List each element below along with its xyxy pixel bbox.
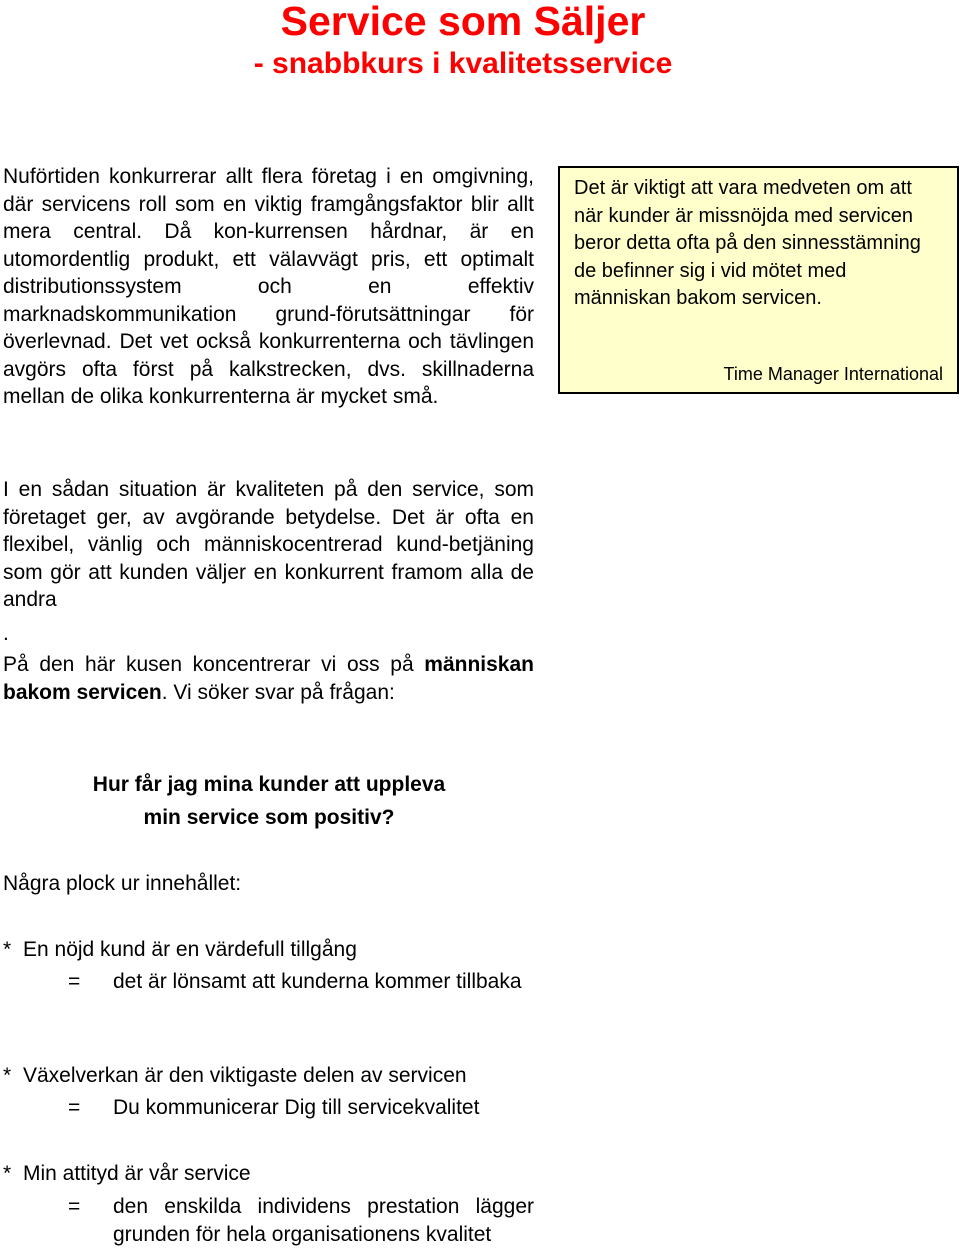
focus-paragraph bbox=[3, 651, 534, 706]
intro-paragraph: Nuförtiden konkurrerar allt flera företag i en omgivning, där servicens roll som en viktig framgångsfaktor blir allt mera central. Då kon-kurrensen hårdnar, är en utomordentlig produkt, ett välavvägt pris, ett optimalt distributionssystem och en effektiv marknadskommunikation grund-förutsättningar för överlevnad. Det vet också konkurrenterna och tävlingen avgörs ofta först på kalkstrecken, dvs. skillnaderna mellan de olika konkurrenterna är mycket små. bbox=[3, 165, 534, 408]
bullet-star: * bbox=[3, 1162, 12, 1185]
contents-item-result bbox=[68, 1193, 534, 1248]
quality-paragraph: I en sådan situation är kvaliteten på den service, som företaget ger, av avgörande betydelse. Det är ofta en flexibel, vänlig och människocentrerad kund-betjäning som gör att kunden väljer en konkurrent framom alla de andra bbox=[3, 478, 534, 611]
contents-heading: Några plock ur innehållet: bbox=[3, 872, 242, 895]
key-question-line-1: Hur får jag mina kunder att uppleva bbox=[92, 773, 446, 796]
stray-period: . bbox=[3, 622, 9, 645]
contents-item-result bbox=[68, 1094, 534, 1122]
contents-item bbox=[3, 1062, 543, 1090]
equals-sign: = bbox=[68, 1096, 81, 1119]
bullet-star: * bbox=[3, 1064, 12, 1087]
page-subtitle: - snabbkurs i kvalitetsservice bbox=[253, 47, 673, 80]
equals-sign: = bbox=[68, 970, 81, 993]
contents-item bbox=[3, 936, 543, 964]
contents-item-text: En nöjd kund är en värdefull tillgång bbox=[23, 938, 357, 961]
contents-item bbox=[3, 1160, 543, 1188]
contents-item-result-text: Du kommunicerar Dig till servicekvalitet bbox=[113, 1096, 480, 1119]
focus-paragraph-emphasis: människan bakom servicen bbox=[3, 653, 534, 704]
contents-item-text: Min attityd är vår service bbox=[23, 1162, 251, 1185]
page-title: Service som Säljer bbox=[280, 0, 646, 44]
quote-box bbox=[558, 166, 959, 394]
equals-sign: = bbox=[68, 1195, 81, 1218]
quote-source: Time Manager International bbox=[723, 364, 943, 384]
contents-item-result-text: den enskilda individens prestation lägger grunden för hela organisationens kvalitet bbox=[113, 1195, 534, 1246]
contents-item-text: Växelverkan är den viktigaste delen av servicen bbox=[23, 1064, 467, 1087]
focus-paragraph-start: På den här kusen koncentrerar vi oss på bbox=[3, 653, 425, 676]
bullet-star: * bbox=[3, 938, 12, 961]
focus-paragraph-end: . Vi söker svar på frågan: bbox=[161, 680, 395, 704]
quote-text: Det är viktigt att vara medveten om att när kunder är missnöjda med servicen beror detta ofta på den sinnesstämning de befinner sig i vid mötet med människan bakom servicen. bbox=[574, 177, 921, 309]
key-question-line-2: min service som positiv? bbox=[143, 806, 395, 829]
contents-item-result-text: det är lönsamt att kunderna kommer tillbaka bbox=[113, 970, 522, 993]
contents-item-result bbox=[68, 968, 534, 996]
